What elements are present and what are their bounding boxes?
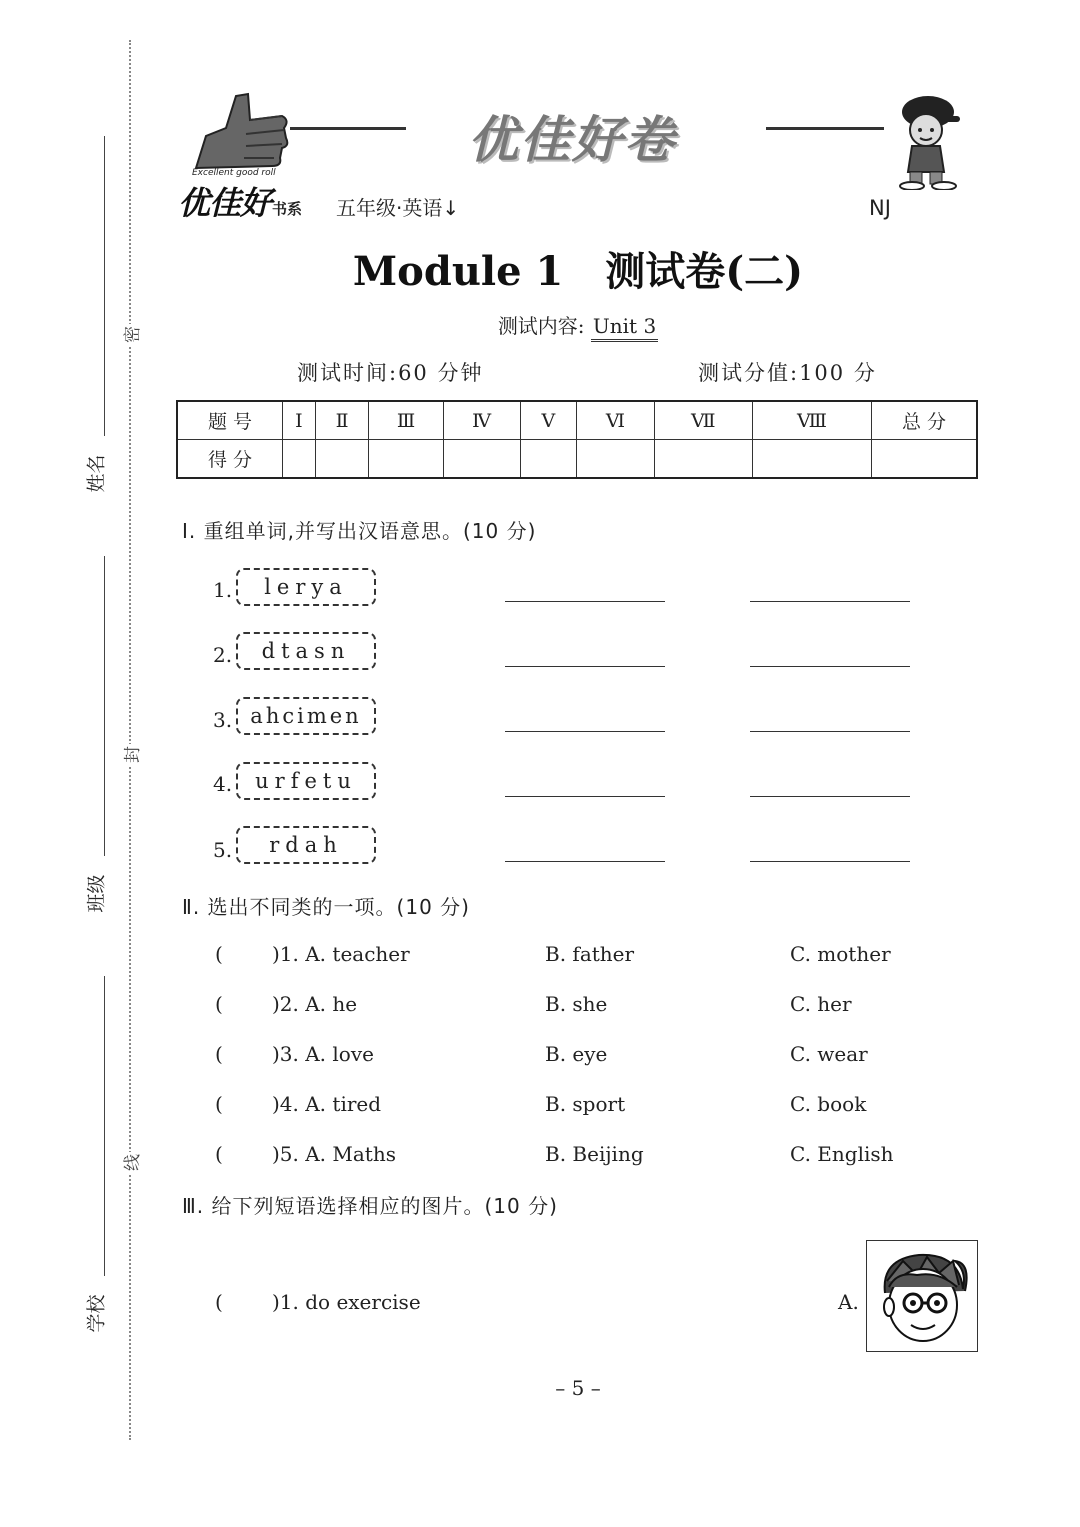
score-cell[interactable] (577, 440, 654, 479)
header-rule-right (766, 127, 884, 130)
question-option-a: )3. A. love (272, 1042, 374, 1066)
header-cell: Ⅷ (752, 401, 871, 440)
series-title: 优佳好卷 (468, 111, 676, 169)
seal-mark-feng: 封 (118, 744, 143, 765)
option-c: C. mother (790, 942, 891, 966)
boy-with-glasses-icon (867, 1241, 977, 1351)
page-number: – 5 – (555, 1376, 601, 1400)
picture-option-a (866, 1240, 978, 1352)
header-cell: Ⅵ (577, 401, 654, 440)
phrase-item: )1. do exercise (272, 1290, 421, 1314)
edition-label: NJ (869, 196, 891, 220)
option-c: C. her (790, 992, 852, 1016)
score-cell[interactable] (520, 440, 577, 479)
cartoon-boy-icon (890, 90, 966, 190)
score-cell[interactable] (369, 440, 443, 479)
option-b: B. Beijing (545, 1142, 644, 1166)
score-cell[interactable] (443, 440, 520, 479)
test-content-line (0, 310, 1080, 342)
question-option-a: )2. A. he (272, 992, 358, 1016)
answer-blank-meaning[interactable] (750, 796, 910, 797)
scrambled-word-box: lerya (236, 568, 376, 606)
option-c: C. wear (790, 1042, 868, 1066)
item-number: 5. (213, 838, 233, 862)
seal-mark-xian: 线 (118, 1152, 143, 1173)
header-rule-left (290, 127, 406, 130)
answer-blank-word[interactable] (505, 666, 665, 667)
grade-subject: 五年级·英语↓ (336, 196, 460, 220)
school-underline (104, 976, 105, 1276)
score-table-header-row (177, 401, 977, 440)
brand-sub: 书系 (272, 200, 303, 218)
item-number: 1. (213, 578, 233, 602)
scrambled-word-box: urfetu (236, 762, 376, 800)
option-c: C. book (790, 1092, 867, 1116)
answer-blank-meaning[interactable] (750, 861, 910, 862)
answer-blank-word[interactable] (505, 601, 665, 602)
answer-paren[interactable]: ( (215, 1042, 223, 1066)
score-cell[interactable] (315, 440, 369, 479)
answer-paren[interactable]: ( (215, 1142, 223, 1166)
answer-paren[interactable]: ( (215, 1092, 223, 1116)
question-option-a: )4. A. tired (272, 1092, 382, 1116)
answer-paren[interactable]: ( (215, 942, 223, 966)
test-name: 测试卷(二) (605, 248, 804, 295)
page-title (0, 240, 1080, 297)
scrambled-word-box: rdah (236, 826, 376, 864)
header-cell: 题 号 (177, 401, 283, 440)
answer-blank-word[interactable] (505, 861, 665, 862)
item-number: 3. (213, 708, 233, 732)
score-cell[interactable] (654, 440, 752, 479)
class-underline (104, 556, 105, 856)
answer-blank-meaning[interactable] (750, 731, 910, 732)
thumbs-up-logo-icon (186, 86, 296, 178)
section-1-heading: Ⅰ. 重组单词,并写出汉语意思。(10 分) (182, 519, 537, 543)
header-cell: Ⅶ (654, 401, 752, 440)
question-option-a: )1. A. teacher (272, 942, 410, 966)
section-2-heading: Ⅱ. 选出不同类的一项。(10 分) (182, 895, 470, 919)
answer-paren[interactable]: ( (215, 1290, 223, 1314)
answer-blank-word[interactable] (505, 796, 665, 797)
logo-tagline: Excellent good roll (192, 168, 276, 178)
score-cell[interactable] (752, 440, 871, 479)
module-label: Module 1 (352, 248, 564, 295)
item-number: 2. (213, 643, 233, 667)
score-table (176, 400, 978, 479)
row-label-cell: 得 分 (177, 440, 283, 479)
option-b: B. eye (545, 1042, 608, 1066)
test-score-value: 测试分值:100 分 (698, 361, 877, 385)
picture-label: A. (838, 1290, 859, 1314)
option-b: B. sport (545, 1092, 626, 1116)
answer-blank-meaning[interactable] (750, 666, 910, 667)
content-unit: Unit 3 (591, 314, 658, 342)
scrambled-word-box: ahcimen (236, 697, 376, 735)
test-time: 测试时间:60 分钟 (297, 361, 484, 385)
header-cell: Ⅲ (369, 401, 443, 440)
question-option-a: )5. A. Maths (272, 1142, 396, 1166)
option-c: C. English (790, 1142, 894, 1166)
brand-name: 优佳好 (178, 184, 272, 222)
score-table-score-row (177, 440, 977, 479)
header-cell: Ⅱ (315, 401, 369, 440)
score-cell[interactable] (872, 440, 978, 479)
score-cell[interactable] (283, 440, 316, 479)
option-b: B. father (545, 942, 635, 966)
answer-blank-meaning[interactable] (750, 601, 910, 602)
header-cell: 总 分 (872, 401, 978, 440)
answer-blank-word[interactable] (505, 731, 665, 732)
answer-paren[interactable]: ( (215, 992, 223, 1016)
class-label: 班级 (85, 874, 108, 913)
name-label: 姓名 (85, 454, 108, 493)
scrambled-word-box: dtasn (236, 632, 376, 670)
item-number: 4. (213, 772, 233, 796)
header-cell: Ⅰ (283, 401, 316, 440)
section-3-heading: Ⅲ. 给下列短语选择相应的图片。(10 分) (182, 1194, 558, 1218)
option-b: B. she (545, 992, 608, 1016)
school-label: 学校 (85, 1294, 108, 1333)
header-cell: Ⅳ (443, 401, 520, 440)
header-cell: Ⅴ (520, 401, 577, 440)
seal-mark-mi: 密 (118, 324, 143, 345)
content-label: 测试内容: (497, 314, 585, 338)
